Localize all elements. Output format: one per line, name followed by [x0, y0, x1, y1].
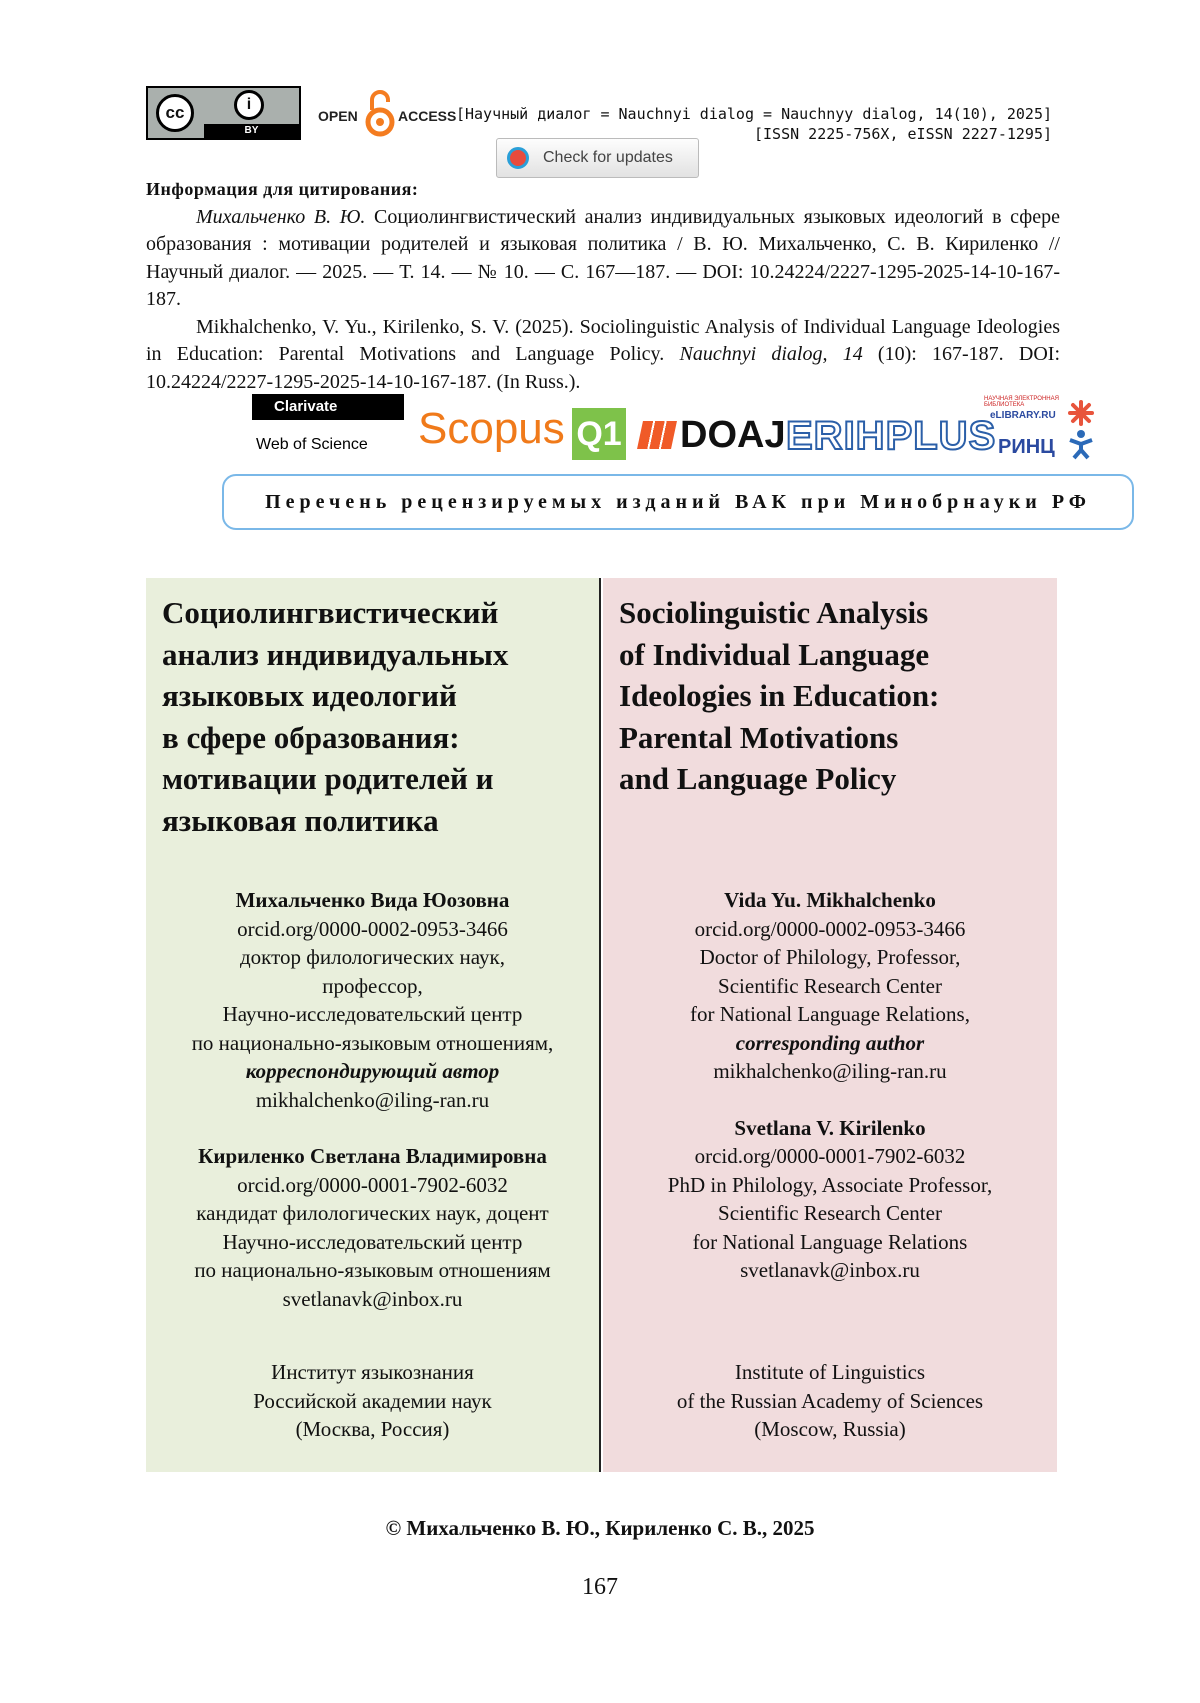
- scopus-logo: Scopus: [418, 404, 565, 453]
- author2-degree: кандидат филологических наук, доцент: [196, 1201, 549, 1225]
- author2-email[interactable]: svetlanavk@inbox.ru: [282, 1286, 463, 1311]
- author1-affiliation: Scientific Research Center: [718, 973, 942, 998]
- english-institute: [603, 1358, 1057, 1444]
- author1-name: Vida Yu. Mikhalchenko: [724, 888, 936, 912]
- citation-block: [146, 176, 1060, 396]
- author1-affiliation: Научно-исследовательский центр: [222, 1002, 523, 1026]
- russian-institute: [146, 1358, 599, 1444]
- open-access-word1: OPEN: [318, 108, 358, 124]
- clarivate-label: Clarivate: [252, 394, 404, 420]
- citation-english: [146, 314, 1060, 397]
- russian-authors: [146, 886, 599, 1313]
- attribution-person-icon: i: [234, 90, 264, 120]
- author1-title: профессор,: [322, 973, 423, 998]
- cc-icon: cc: [156, 94, 194, 132]
- author2-orcid[interactable]: orcid.org/0000-0001-7902-6032: [694, 1144, 966, 1168]
- english-column: [603, 578, 1057, 1472]
- citation-ru-authors: Михальченко В. Ю.: [196, 205, 366, 228]
- rinc-label: РИНЦ: [998, 436, 1055, 458]
- russian-title-line: анализ индивидуальных: [162, 636, 509, 672]
- russian-title-line: языковых идеологий: [162, 678, 457, 713]
- english-title-line: Parental Motivations: [619, 719, 899, 755]
- author2-degree: PhD in Philology, Associate Professor,: [667, 1172, 993, 1197]
- vak-list-banner: Перечень рецензируемых изданий ВАК при Минобрнауки РФ: [222, 474, 1134, 530]
- english-title-line: and Language Policy: [619, 761, 897, 796]
- author2-affiliation: Scientific Research Center: [718, 1201, 942, 1225]
- open-access-logo: [318, 88, 458, 138]
- author2-affiliation: Научно-исследовательский центр: [222, 1229, 523, 1254]
- author1-degree: доктор филологических наук,: [239, 945, 505, 969]
- russian-title-line: Социолингвистический: [162, 595, 499, 630]
- citation-ru-text: Социолингвистический анализ индивидуальных языковых идеологий в сфере образования : мотивации родителей и языковая политика / В. Ю. Михальченко, С. В. Кириленко // Научный диалог. — 2025. — Т. 14. — № 10. — С. 167—187. — DOI: 10.24224/2227-1295-2025-14-10-167-187.: [146, 205, 1060, 310]
- author2-affiliation: for National Language Relations: [692, 1229, 968, 1254]
- journal-title-line: [Научный диалог = Nauchnyi dialog = Nauchnyy dialog, 14(10), 2025]: [455, 105, 1052, 123]
- by-label: BY: [204, 124, 299, 138]
- open-access-lock-icon: [364, 88, 396, 138]
- english-title-line: Sociolinguistic Analysis: [619, 595, 929, 630]
- english-title: [619, 592, 939, 800]
- institute-line: Institute of Linguistics: [734, 1360, 926, 1384]
- institute-line: Российской академии наук: [253, 1388, 492, 1413]
- page-number: 167: [582, 1574, 618, 1600]
- author1-corresponding: corresponding author: [735, 1030, 925, 1055]
- elibrary-top-label: НАУЧНАЯ ЭЛЕКТРОННАЯ БИБЛИОТЕКА: [984, 396, 1059, 408]
- citation-russian: [146, 204, 1060, 314]
- doaj-flag-icon: [637, 421, 677, 449]
- russian-title: [162, 592, 508, 841]
- author2-name: Кириленко Светлана Владимировна: [198, 1144, 547, 1168]
- author1-email[interactable]: mikhalchenko@iling-ran.ru: [713, 1059, 947, 1083]
- copyright-line: © Михальченко В. Ю., Кириленко С. В., 2025: [385, 1516, 815, 1540]
- russian-title-line: мотивации родителей и: [162, 761, 494, 796]
- author1-email[interactable]: mikhalchenko@iling-ran.ru: [255, 1087, 490, 1112]
- institute-line: of the Russian Academy of Sciences: [676, 1388, 984, 1413]
- author2-orcid[interactable]: orcid.org/0000-0001-7902-6032: [237, 1172, 508, 1197]
- institute-line: Институт языкознания: [271, 1360, 474, 1384]
- english-title-line: of Individual Language: [619, 636, 930, 672]
- author1-affiliation: по национально-языковым отношениям,: [191, 1030, 554, 1055]
- author2-affiliation: по национально-языковым отношениям: [194, 1258, 551, 1282]
- citation-en-journal: Nauchnyi dialog, 14: [679, 343, 863, 365]
- elibrary-rinc-logo: [984, 396, 1096, 462]
- erihplus-logo: ERIHPLUS: [786, 414, 997, 458]
- author1-orcid[interactable]: orcid.org/0000-0002-0953-3466: [237, 916, 508, 941]
- q1-badge: Q1: [572, 408, 626, 460]
- author1-orcid[interactable]: orcid.org/0000-0002-0953-3466: [694, 916, 966, 941]
- institute-line: (Москва, Россия): [295, 1417, 450, 1441]
- institute-line: (Moscow, Russia): [754, 1417, 906, 1441]
- check-for-updates-label: Check for updates: [543, 149, 673, 166]
- english-title-line: Ideologies in Education:: [619, 678, 940, 713]
- english-authors: [603, 886, 1057, 1285]
- russian-title-line: в сфере образования:: [162, 719, 460, 755]
- russian-title-line: языковая политика: [162, 802, 439, 838]
- open-access-word2: ACCESS: [398, 108, 457, 124]
- doaj-logo: [640, 414, 786, 457]
- citation-en-text-after: (10): 167-187. DOI: 10.24224/2227-1295-2025-14-10-167-187. (In Russ.).: [146, 343, 1061, 393]
- author1-affiliation: for National Language Relations,: [690, 1002, 970, 1026]
- check-for-updates-button[interactable]: [496, 138, 699, 178]
- citation-heading: Информация для цитирования:: [146, 179, 419, 199]
- russian-column: [146, 578, 601, 1472]
- citation-en-text-before: Mikhalchenko, V. Yu., Kirilenko, S. V. (2025). Sociolinguistic Analysis of Individual Language Ideologies in Education: Parental Motivations and Language Policy.: [146, 315, 1060, 365]
- doaj-label: DOAJ: [680, 414, 786, 456]
- author2-email[interactable]: svetlanavk@inbox.ru: [740, 1258, 920, 1282]
- author1-corresponding: корреспондирующий автор: [245, 1059, 500, 1083]
- journal-issn-line: [ISSN 2225-756X, eISSN 2227-1295]: [753, 125, 1052, 143]
- elibrary-label: eLIBRARY.RU: [990, 410, 1056, 421]
- cc-by-license-badge: [146, 86, 301, 140]
- rinc-figure-icon: [1066, 398, 1096, 460]
- crossmark-icon: [507, 147, 529, 169]
- web-of-science-label: Web of Science: [256, 436, 368, 453]
- clarivate-web-of-science-logo: [252, 394, 404, 460]
- author2-name: Svetlana V. Kirilenko: [734, 1115, 926, 1140]
- author1-name: Михальченко Вида Юозовна: [235, 888, 510, 912]
- author1-degree: Doctor of Philology, Professor,: [699, 945, 961, 969]
